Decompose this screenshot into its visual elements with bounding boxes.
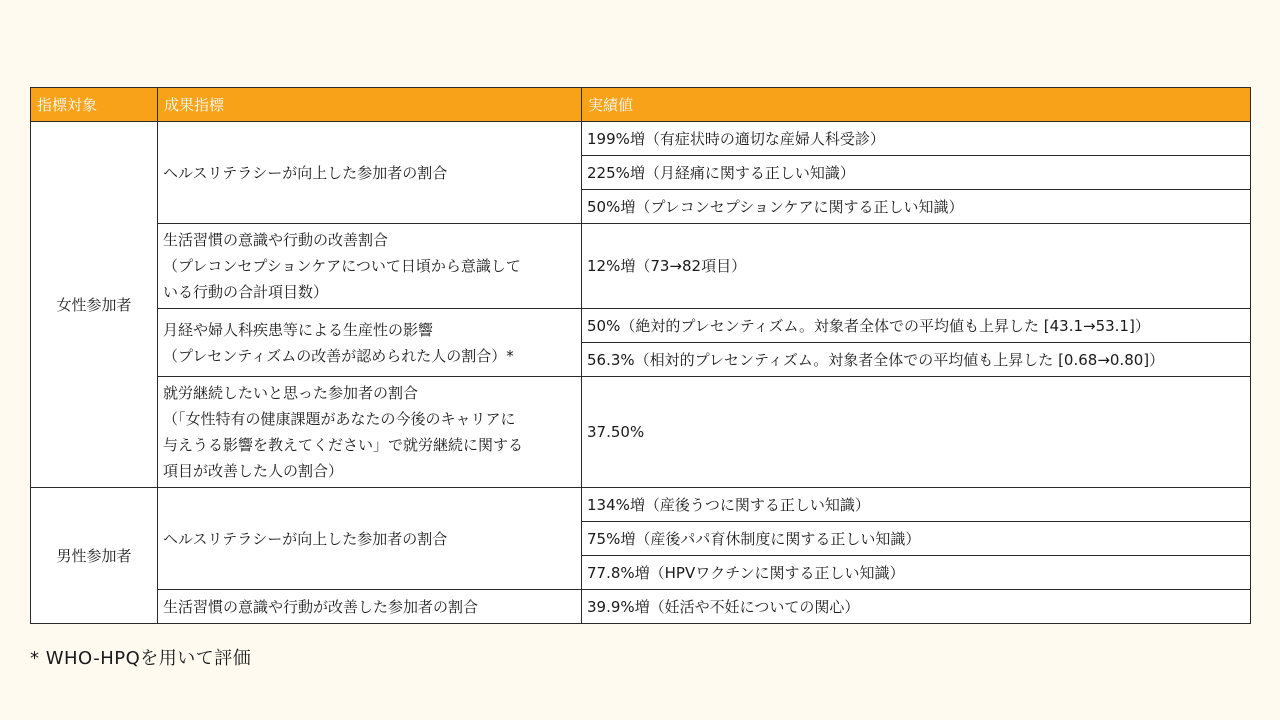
- indicator-line: 与えうる影響を教えてください」で就労継続に関する: [163, 436, 524, 454]
- header-indicator: 成果指標: [158, 88, 582, 122]
- table-header-row: [31, 88, 1251, 122]
- indicator-line: （プレコンセプションケアについて日頃から意識して: [163, 257, 521, 275]
- table-row: [31, 377, 1251, 488]
- indicator-line: 月経や婦人科疾患等による生産性の影響: [163, 320, 434, 339]
- header-target: 指標対象: [31, 88, 158, 122]
- result-value-cell: 134%増（産後うつに関する正しい知識）: [582, 488, 1251, 522]
- indicator-line: 項目が改善した人の割合）: [163, 462, 344, 480]
- indicator-line: 生活習慣の意識や行動の改善割合: [163, 231, 389, 249]
- indicator-line: いる行動の合計項目数）: [163, 283, 329, 301]
- result-value-cell: 37.50%: [582, 377, 1251, 488]
- indicator-cell: [158, 377, 582, 488]
- indicator-cell: [158, 488, 582, 590]
- result-value-cell: 75%増（産後パパ育休制度に関する正しい知識）: [582, 522, 1251, 556]
- table-row: [31, 224, 1251, 309]
- result-value-cell: 50%増（プレコンセプションケアに関する正しい知識）: [582, 190, 1251, 224]
- target-cell: 女性参加者: [31, 122, 158, 488]
- indicator-line: ヘルスリテラシーが向上した参加者の割合: [163, 163, 448, 182]
- result-value-cell: 39.9%増（妊活や不妊についての関心）: [582, 590, 1251, 624]
- indicator-line: 生活習慣の意識や行動が改善した参加者の割合: [163, 597, 479, 616]
- indicator-line: （プレセンティズムの改善が認められた人の割合）*: [163, 346, 514, 365]
- indicator-cell: [158, 224, 582, 309]
- indicator-line: （「女性特有の健康課題があなたの今後のキャリアに: [163, 410, 516, 428]
- table-body: [31, 122, 1251, 624]
- indicator-line: 就労継続したいと思った参加者の割合: [163, 384, 419, 402]
- results-table: [30, 87, 1251, 624]
- result-value-cell: 77.8%増（HPVワクチンに関する正しい知識）: [582, 556, 1251, 590]
- table-row: [31, 488, 1251, 522]
- table-row: [31, 122, 1251, 156]
- table-row: [31, 309, 1251, 343]
- indicator-line: ヘルスリテラシーが向上した参加者の割合: [163, 529, 448, 548]
- footnote: * WHO-HPQを用いて評価: [30, 648, 252, 669]
- table-row: [31, 590, 1251, 624]
- result-value-cell: 225%増（月経痛に関する正しい知識）: [582, 156, 1251, 190]
- indicator-cell: [158, 309, 582, 377]
- result-value-cell: 199%増（有症状時の適切な産婦人科受診）: [582, 122, 1251, 156]
- indicator-cell: [158, 590, 582, 624]
- result-value-cell: 12%増（73→82項目）: [582, 224, 1251, 309]
- result-value-cell: 50%（絶対的プレセンティズム。対象者全体での平均値も上昇した [43.1→53.1]）: [582, 309, 1251, 343]
- target-cell: 男性参加者: [31, 488, 158, 624]
- indicator-cell: [158, 122, 582, 224]
- header-result: 実績値: [582, 88, 1251, 122]
- result-value-cell: 56.3%（相対的プレセンティズム。対象者全体での平均値も上昇した [0.68→0.80]）: [582, 343, 1251, 377]
